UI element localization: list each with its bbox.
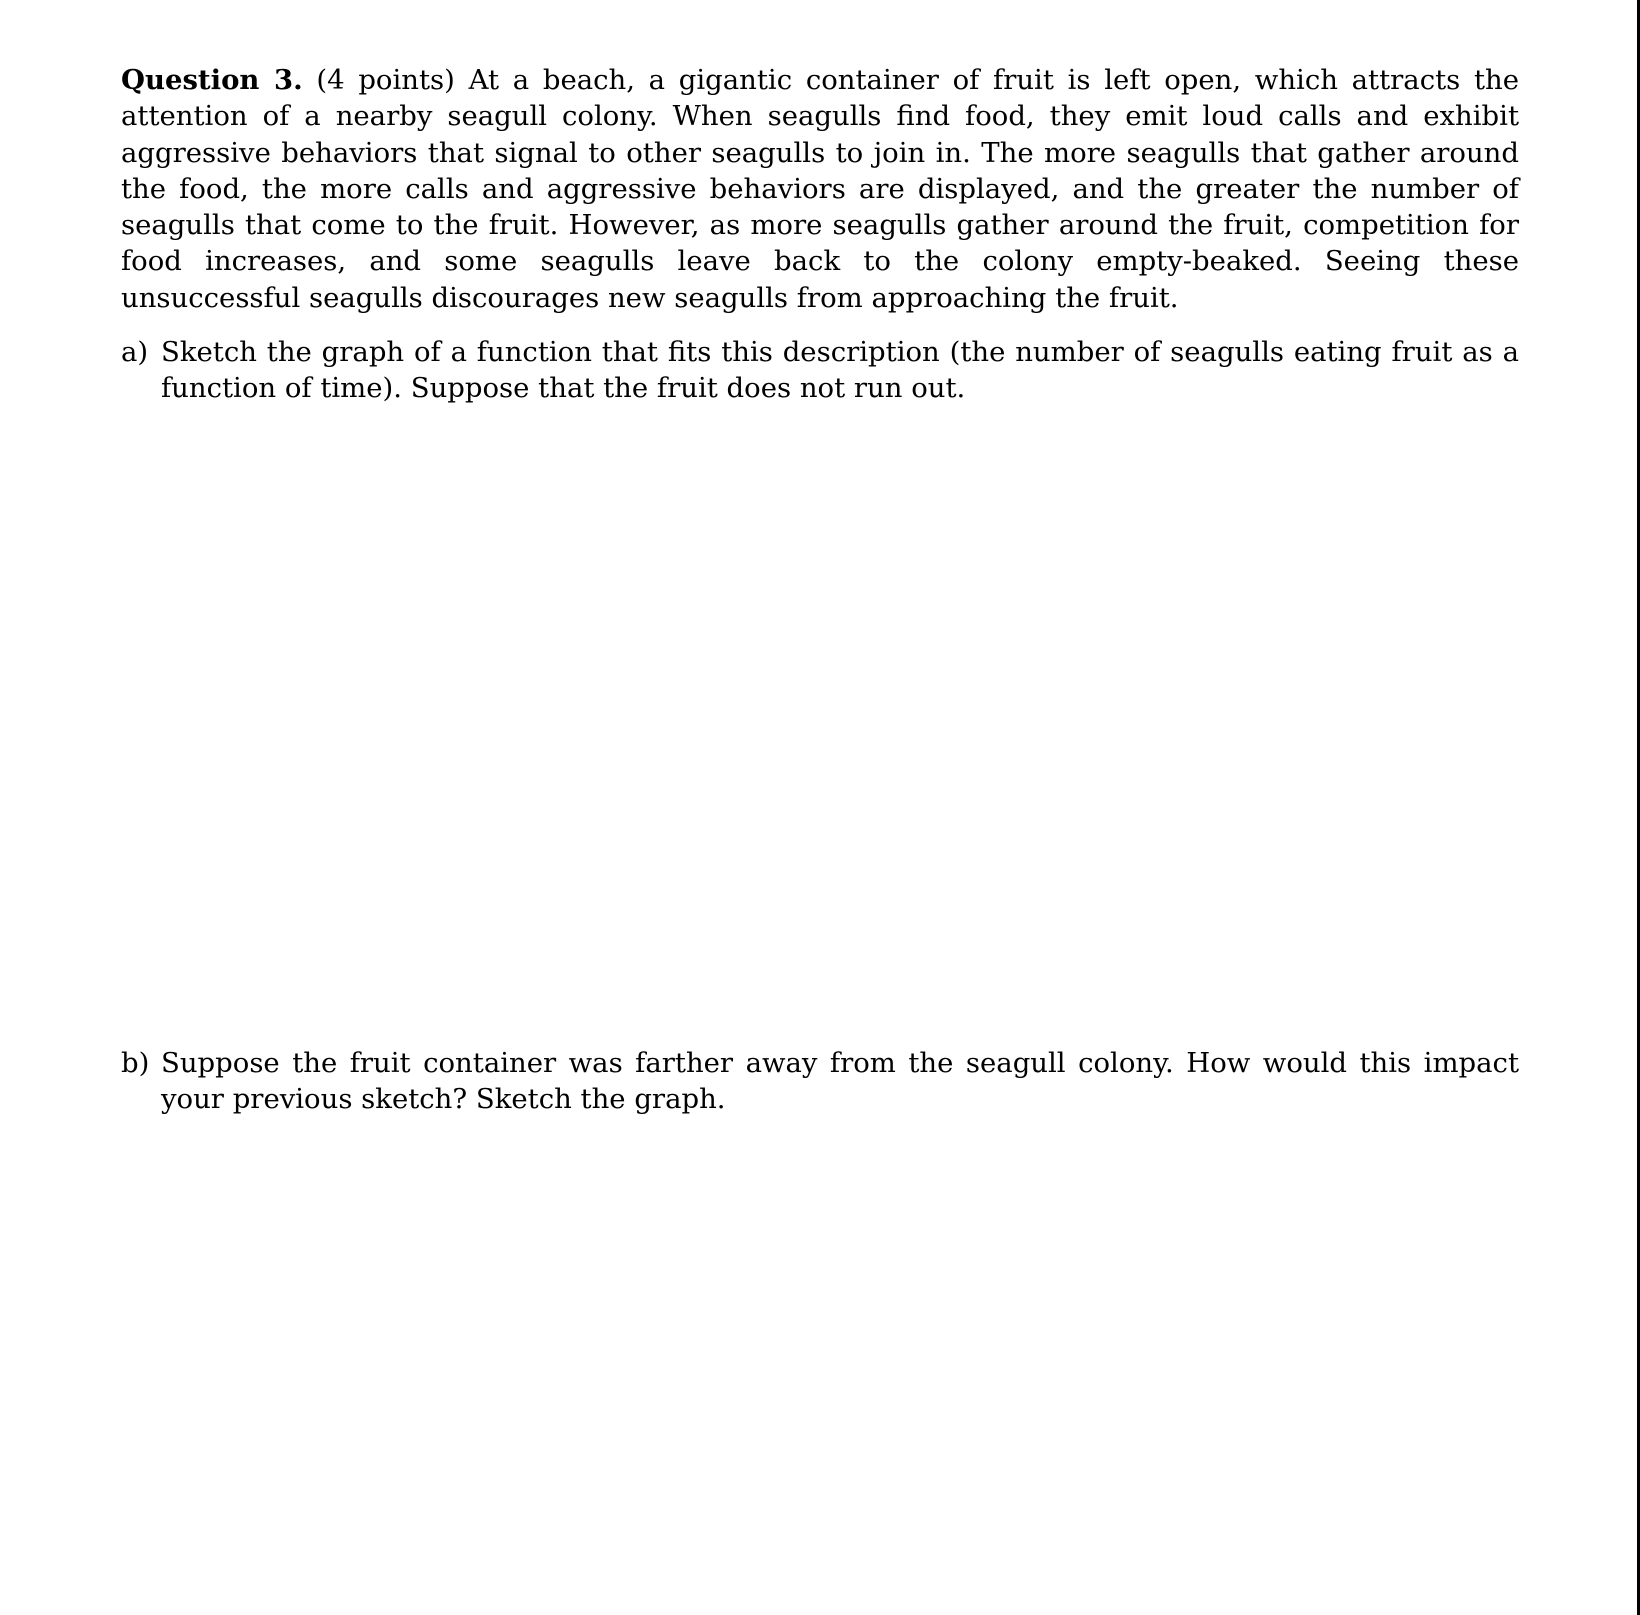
part-a bbox=[121, 334, 1519, 407]
part-a-text: Sketch the graph of a function that fits this description (the number of seagulls eating fruit as a function of time). Suppose that the fruit does not run out. bbox=[161, 336, 1519, 405]
part-b bbox=[121, 1045, 1519, 1118]
question-label: Question 3. bbox=[121, 64, 303, 96]
part-a-marker: a) bbox=[121, 336, 149, 369]
question-text: At a beach, a gigantic container of fruit is left open, which attracts the attention of a nearby seagull colony. When seagulls find food, they emit loud calls and exhibit aggressive behaviors that signal to other seagulls to join in. The more seagulls that gather around the food, the more calls and aggressive behaviors are displayed, and the greater the number of seagulls that come to the fruit. However, as more seagulls gather around the fruit, competition for food increases, and some seagulls leave back to the colony empty-beaked. Seeing these unsuccessful seagulls discourages new seagulls from approaching the fruit. bbox=[121, 64, 1520, 314]
part-a-sketch-area bbox=[121, 407, 1519, 1045]
exam-page bbox=[121, 62, 1519, 1117]
question-intro bbox=[121, 62, 1519, 316]
part-b-marker: b) bbox=[121, 1046, 150, 1079]
question-points: (4 points) bbox=[316, 64, 455, 96]
part-b-text: Suppose the fruit container was farther away from the seagull colony. How would this impact your previous sketch? Sketch the graph. bbox=[161, 1046, 1519, 1115]
